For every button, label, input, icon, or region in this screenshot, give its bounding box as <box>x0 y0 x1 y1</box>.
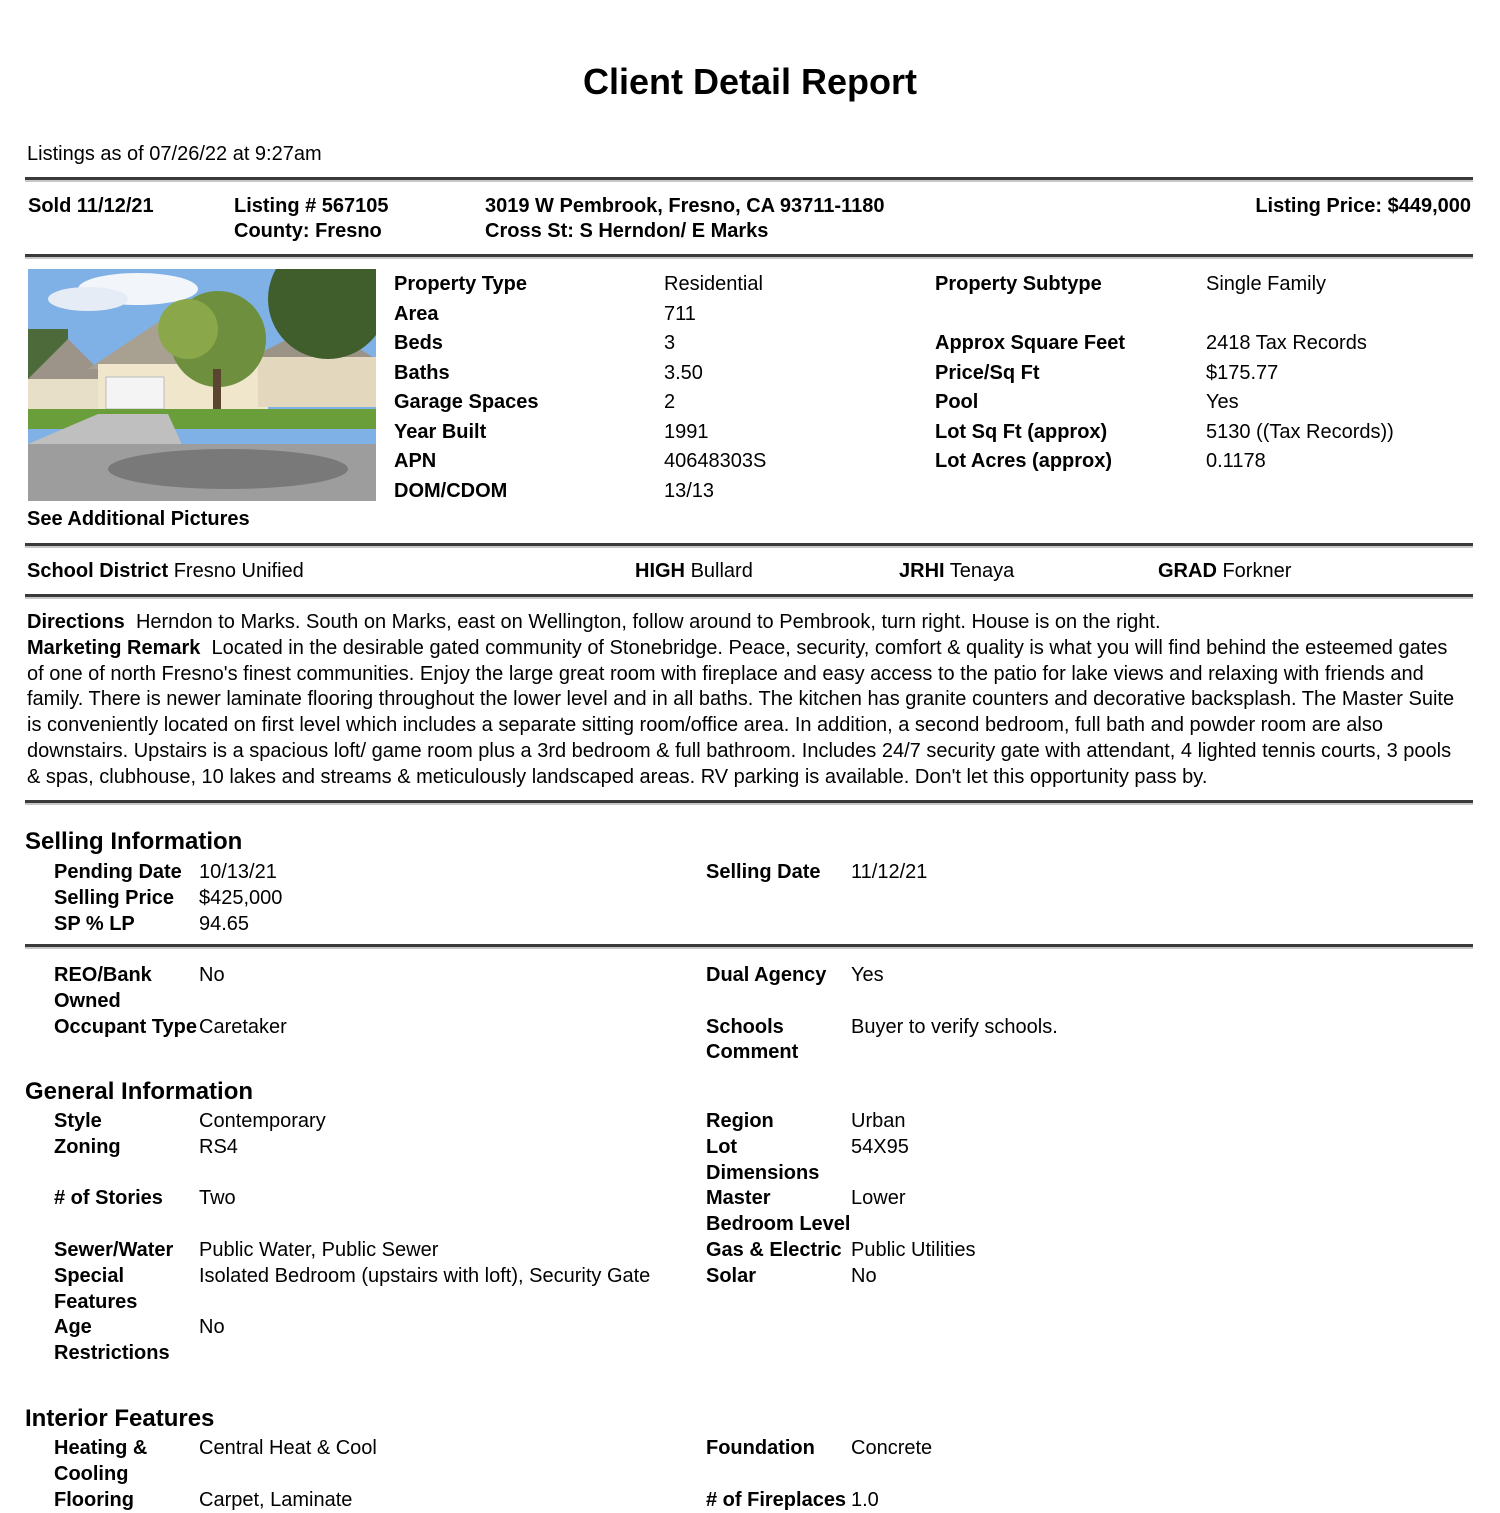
label-approx-square-feet: Approx Square Feet <box>935 332 1126 354</box>
value-blank <box>1206 300 1466 330</box>
value-blank <box>851 912 1451 938</box>
label-occupant-type: Occupant Type <box>54 1015 197 1038</box>
value-lot-sq-ft-approx: 5130 ((Tax Records)) <box>1206 420 1394 443</box>
value-dom-cdom: 13/13 <box>664 479 715 502</box>
see-additional-pictures-link[interactable]: See Additional Pictures <box>27 508 250 530</box>
grad-school: Forkner <box>1222 560 1292 582</box>
value-reo-bank-owned: No <box>199 964 225 986</box>
property-details <box>394 270 1466 506</box>
label-dom-cdom: DOM/CDOM <box>394 479 508 502</box>
label-zoning: Zoning <box>54 1135 121 1158</box>
address: 3019 W Pembrook, Fresno, CA 93711-1180 <box>485 195 885 217</box>
value-special-features: Isolated Bedroom (upstairs with loft), Security Gate <box>199 1264 651 1287</box>
label-lot-acres-approx: Lot Acres (approx) <box>935 450 1113 472</box>
label-blank <box>706 1315 851 1367</box>
jrhi-school: Tenaya <box>949 560 1015 582</box>
label-garage-spaces: Garage Spaces <box>394 391 539 413</box>
label-schools-comment: Schools Comment <box>706 1015 799 1064</box>
value-schools-comment: Buyer to verify schools. <box>851 1015 1058 1038</box>
value-baths: 3.50 <box>664 361 703 384</box>
label-lot-dimensions: Lot Dimensions <box>706 1135 820 1184</box>
label-blank <box>935 300 1206 330</box>
label-property-subtype: Property Subtype <box>935 273 1102 295</box>
label-pool: Pool <box>935 391 979 413</box>
label-property-type: Property Type <box>394 273 527 295</box>
value-area: 711 <box>664 302 696 325</box>
listing-number: Listing # 567105 <box>234 195 389 217</box>
listing-misc-fields <box>54 963 1451 1066</box>
value-zoning: RS4 <box>199 1135 238 1158</box>
value-apn: 40648303S <box>664 450 767 472</box>
label-solar: Solar <box>706 1264 757 1287</box>
value-occupant-type: Caretaker <box>199 1015 287 1038</box>
value-year-built: 1991 <box>664 420 709 443</box>
value-master-bedroom-level: Lower <box>851 1187 906 1210</box>
divider <box>25 594 1473 599</box>
label-year-built: Year Built <box>394 420 487 443</box>
grad-label: GRAD <box>1158 560 1217 582</box>
jrhi-label: JRHI <box>899 560 945 582</box>
value-of-fireplaces: 1.0 <box>851 1488 879 1511</box>
school-district-label: School District <box>27 560 169 582</box>
label-blank <box>706 886 851 912</box>
selling-information-heading: Selling Information <box>25 828 243 855</box>
divider <box>25 177 1473 182</box>
label-master-bedroom-level: Master Bedroom Level <box>706 1187 851 1236</box>
label-gas-electric: Gas & Electric <box>706 1238 842 1261</box>
value-selling-price: $425,000 <box>199 886 283 909</box>
value-selling-date: 11/12/21 <box>851 861 928 883</box>
label-price-sq-ft: Price/Sq Ft <box>935 361 1040 384</box>
value-pending-date: 10/13/21 <box>199 861 277 883</box>
value-foundation: Concrete <box>851 1437 933 1459</box>
value-sewer-water: Public Water, Public Sewer <box>199 1238 439 1261</box>
label-special-features: Special Features <box>54 1264 138 1313</box>
school-info <box>27 559 1467 585</box>
label-sewer-water: Sewer/Water <box>54 1238 174 1261</box>
value-gas-electric: Public Utilities <box>851 1238 976 1261</box>
value-of-stories: Two <box>199 1187 236 1210</box>
label-foundation: Foundation <box>706 1437 815 1459</box>
label-region: Region <box>706 1110 774 1132</box>
directions-text: Herndon to Marks. South on Marks, east on Wellington, follow around to Pembrook, turn right. House is on the right. <box>135 611 1161 633</box>
divider <box>25 254 1473 259</box>
status: Sold 11/12/21 <box>28 195 154 217</box>
high-school: Bullard <box>690 560 753 582</box>
value-blank <box>851 886 1451 912</box>
label-reo-bank-owned: REO/Bank Owned <box>54 964 152 1012</box>
label-baths: Baths <box>394 361 450 384</box>
label-apn: APN <box>394 450 437 472</box>
value-lot-dimensions: 54X95 <box>851 1135 909 1158</box>
property-photo[interactable] <box>28 269 376 501</box>
marketing-remark-text: Located in the desirable gated community of Stonebridge. Peace, security, comfort & quality is what you will find behind the esteemed gates of one of north Fresno's finest communities. Enjoy the large great room with fireplace and easy access to the patio for lake views and relaxing with friends and family. There is newer laminate flooring throughout the lower level and in all baths. The kitchen has granite counters and decorative backsplash. The Master Suite is conveniently located on first level which includes a separate sitting room/office area. In addition, a second bedroom, full bath and powder room are also downstairs. Upstairs is a spacious loft/ game room plus a 3rd bedroom & full bathroom. Includes 24/7 security gate with attendant, 4 lighted tennis courts, 3 pools & spas, clubhouse, 10 lakes and streams & meticulously landscaped areas. RV parking is available. Don't let this opportunity pass by. <box>27 636 1455 788</box>
high-school-label: HIGH <box>635 560 685 582</box>
general-information-fields <box>54 1109 1451 1367</box>
interior-features-heading: Interior Features <box>25 1405 215 1432</box>
label-selling-date: Selling Date <box>706 861 821 883</box>
label-of-stories: # of Stories <box>54 1187 163 1210</box>
value-dual-agency: Yes <box>851 964 884 986</box>
value-price-sq-ft: $175.77 <box>1206 361 1279 384</box>
label-blank <box>706 912 851 938</box>
value-pool: Yes <box>1206 391 1239 413</box>
divider <box>25 944 1473 949</box>
value-property-type: Residential <box>664 273 763 295</box>
value-solar: No <box>851 1264 877 1287</box>
label-dual-agency: Dual Agency <box>706 964 827 986</box>
divider <box>25 543 1473 548</box>
page-title: Client Detail Report <box>582 61 918 102</box>
listing-header <box>28 194 1471 246</box>
label-beds: Beds <box>394 332 443 354</box>
label-selling-price: Selling Price <box>54 886 175 909</box>
value-region: Urban <box>851 1110 906 1132</box>
value-flooring: Carpet, Laminate <box>199 1488 353 1511</box>
value-approx-square-feet: 2418 Tax Records <box>1206 332 1367 354</box>
value-blank <box>851 1315 1451 1367</box>
cross-street: Cross St: S Herndon/ E Marks <box>485 220 769 242</box>
directions-label: Directions <box>27 611 125 633</box>
value-garage-spaces: 2 <box>664 391 676 413</box>
county: County: Fresno <box>234 220 382 242</box>
marketing-remark-label: Marketing Remark <box>27 636 201 659</box>
label-lot-sq-ft-approx: Lot Sq Ft (approx) <box>935 420 1108 443</box>
listings-timestamp: Listings as of 07/26/22 at 9:27am <box>27 143 322 165</box>
school-district: Fresno Unified <box>173 560 304 582</box>
value-heating-cooling: Central Heat & Cool <box>199 1437 377 1459</box>
value-style: Contemporary <box>199 1110 326 1132</box>
listing-price: Listing Price: $449,000 <box>1255 195 1471 217</box>
label-flooring: Flooring <box>54 1488 134 1511</box>
value-property-subtype: Single Family <box>1206 273 1327 295</box>
value-lot-acres-approx: 0.1178 <box>1206 450 1266 472</box>
label-heating-cooling: Heating & Cooling <box>54 1437 148 1485</box>
label-blank <box>935 477 1206 507</box>
label-pending-date: Pending Date <box>54 861 182 883</box>
interior-features-fields <box>54 1436 1451 1513</box>
selling-information-fields <box>54 860 1451 937</box>
label-sp-lp: SP % LP <box>54 912 135 935</box>
label-style: Style <box>54 1110 102 1132</box>
remarks <box>27 610 1467 791</box>
label-of-fireplaces: # of Fireplaces <box>706 1488 847 1511</box>
value-sp-lp: 94.65 <box>199 912 250 935</box>
divider <box>25 800 1473 805</box>
value-age-restrictions: No <box>199 1316 225 1339</box>
value-blank <box>1206 477 1466 507</box>
label-area: Area <box>394 302 439 325</box>
label-age-restrictions: Age Restrictions <box>54 1316 170 1365</box>
value-beds: 3 <box>664 332 676 354</box>
general-information-heading: General Information <box>25 1078 254 1105</box>
